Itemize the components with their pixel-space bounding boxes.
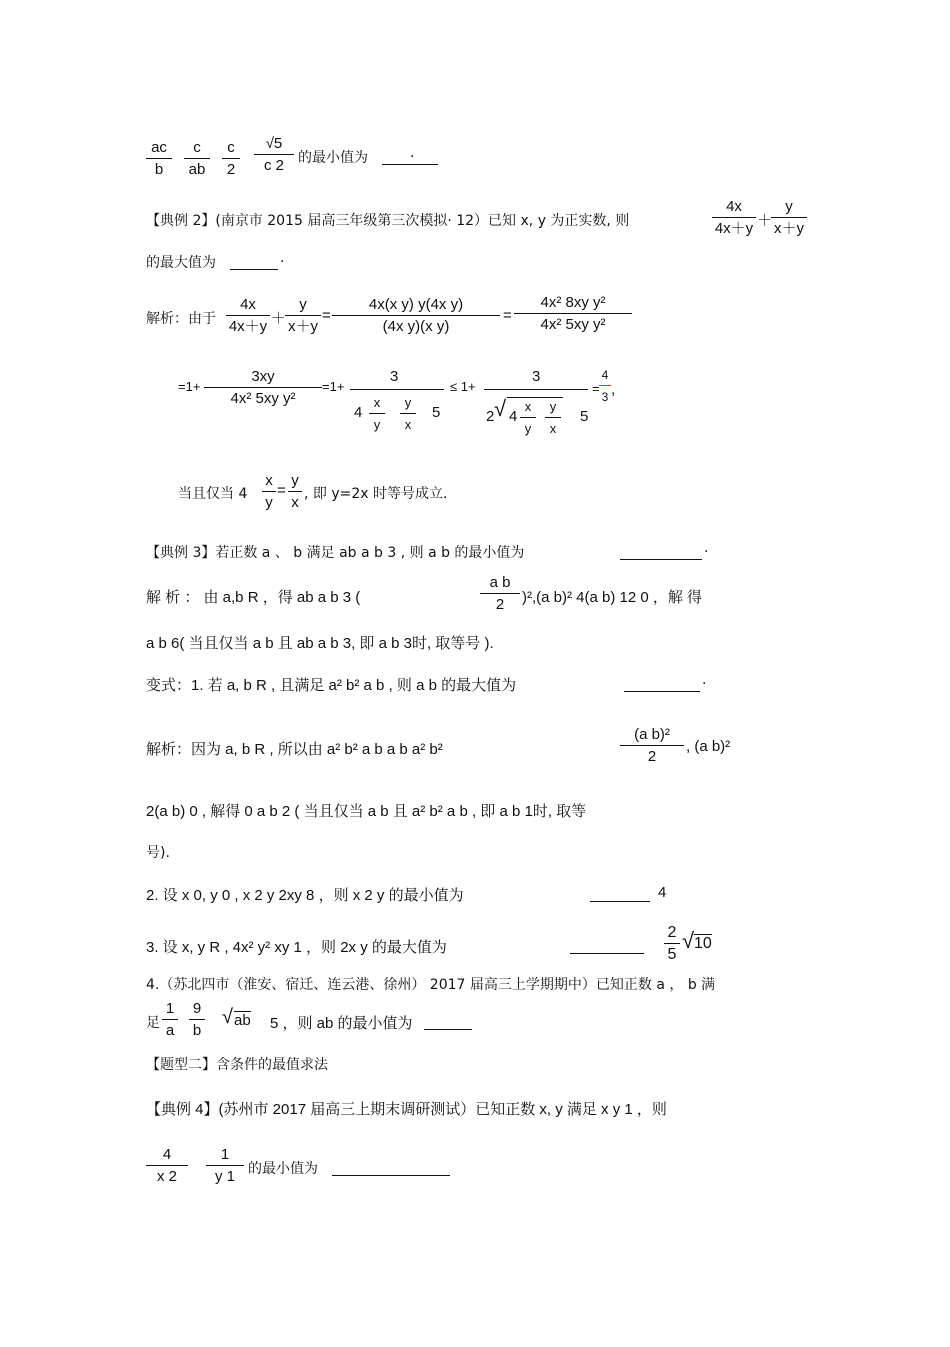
denominator-term: 5	[580, 408, 589, 425]
fraction: $\frac{3xy}{\text{4x² 5xy y²}}$	[204, 368, 322, 408]
numerator: 3	[532, 368, 541, 385]
fraction: $\frac{4}{3}$	[599, 366, 611, 406]
fraction: $\frac{ac}{b}$	[146, 139, 172, 179]
blank-dot: .	[280, 250, 285, 266]
equals-sign: =	[503, 307, 512, 324]
fraction: $\frac{\text{a b}}{2}$	[480, 574, 520, 614]
solution-text: 2(a b) 0 , 解得 0 a b 2 ( 当且仅当 a b 且 a² b² a b , 即 a b 1时, 取等	[146, 803, 587, 820]
radical-sign: √	[494, 396, 507, 421]
blank-dot: .	[704, 540, 709, 556]
example-heading: 【典例 3】若正数 a 、 b 满足 ab a b 3 , 则 a b 的最小值为	[146, 545, 525, 561]
section-title: 【题型二】含条件的最值求法	[146, 1057, 328, 1073]
fraction: $\frac{y}{x}$	[545, 398, 561, 438]
fraction: $\frac{y}{x+y}$	[771, 198, 807, 238]
blank-dot: .	[702, 672, 707, 688]
answer-blank	[570, 939, 644, 954]
plus-sign: ＋	[757, 212, 773, 229]
answer-value: 4	[658, 884, 667, 901]
answer-blank	[332, 1161, 450, 1176]
answer-blank	[230, 255, 278, 270]
question-text: 的最大值为	[146, 255, 216, 271]
solution-text: , (a b)²	[686, 738, 731, 755]
fraction: $\frac{y}{x}$	[288, 472, 302, 512]
fraction: $\frac{c}{2}$	[222, 139, 240, 179]
equals-sign: =	[277, 482, 286, 499]
question-text: 足	[146, 1015, 160, 1031]
fraction: $\frac{1}{a}$	[162, 1000, 178, 1040]
question-text: 4.（苏北四市（淮安、宿迁、连云港、徐州） 2017 届高三上学期期中）已知正数 a ， b 满	[146, 977, 716, 993]
fraction: $\frac{2}{5}$	[664, 924, 680, 964]
answer-blank	[424, 1015, 472, 1030]
fraction: $\frac{c}{ab}$	[184, 139, 210, 179]
answer-blank	[624, 677, 700, 692]
radicand: ab	[234, 1012, 251, 1029]
solution-text: 解析：因为 a, b R , 所以由 a² b² a b a b a² b²	[146, 741, 443, 758]
answer-blank	[620, 545, 702, 560]
fraction: $\frac{\text{(a b)²}}{2}$	[620, 726, 684, 766]
fraction: $\frac{9}{b}$	[189, 1000, 205, 1040]
question-text: 的最小值为	[248, 1161, 318, 1177]
example-heading: 【典例 4】(苏州市 2017 届高三上期末调研测试）已知正数 x, y 满足 x y 1 ，则	[146, 1101, 667, 1118]
plus-sign: ＋	[271, 310, 287, 327]
solution-text: 号).	[146, 845, 170, 861]
equation-part: =1+	[322, 379, 345, 394]
radicand: 10	[694, 935, 712, 952]
fraction: $\frac{\text{4x² 8xy y²}}{\text{4x² 5xy y²}}$	[514, 294, 632, 334]
radical-sign: √	[682, 928, 695, 953]
solution-text: )²,(a b)² 4(a b) 12 0 ，解 得	[522, 589, 703, 606]
condition-text: 当且仅当 4	[178, 486, 248, 502]
radical-sign: √	[222, 1006, 233, 1028]
denominator-term: 4	[509, 408, 518, 425]
fraction: $\frac{\text{4x(x y) y(4x y)}}{\text{(4x y)(x y)}}$	[332, 296, 500, 336]
solution-text: a b 6( 当且仅当 a b 且 ab a b 3, 即 a b 3时, 取等号 ).	[146, 635, 494, 652]
denominator-term: 5	[432, 404, 441, 421]
fraction: $\frac{4}{x 2}$	[146, 1146, 188, 1186]
fraction-bar	[350, 389, 444, 390]
equation-part: =1+	[178, 379, 201, 394]
blank-dot: .	[410, 145, 415, 161]
question-text: 2. 设 x 0, y 0 , x 2 y 2xy 8 ，则 x 2 y 的最小值为	[146, 887, 464, 904]
fraction: $\frac{x}{y}$	[520, 398, 536, 438]
equation-part: ≤ 1+	[450, 379, 476, 394]
solution-text: 解 析 ： 由 a,b R ，得 ab a b 3 (	[146, 589, 361, 606]
variant-question: 变式：1. 若 a, b R , 且满足 a² b² a b , 则 a b 的最大值为	[146, 677, 517, 694]
equals-sign: =	[322, 307, 331, 324]
fraction: $\frac{x}{y}$	[369, 394, 385, 434]
fraction: $\frac{√5}{c 2}$	[254, 135, 294, 175]
answer-blank	[590, 887, 650, 902]
fraction-bar	[484, 389, 588, 390]
solution-label: 解析：由于	[146, 311, 216, 327]
question-text: 的最小值为	[298, 150, 368, 166]
fraction: $\frac{y}{x}$	[400, 394, 416, 434]
comma: ,	[611, 381, 616, 398]
equals-sign: =	[592, 381, 600, 396]
condition-text: , 即 y=2x 时等号成立.	[304, 486, 448, 502]
numerator: 3	[390, 368, 399, 385]
fraction: $\frac{1}{y 1}$	[206, 1146, 244, 1186]
fraction: $\frac{x}{y}$	[262, 472, 276, 512]
example-heading: 【典例 2】(南京市 2015 届高三年级第三次模拟· 12）已知 x, y 为正实数, 则	[146, 213, 630, 229]
fraction: $\frac{4x}{4x+y}$	[712, 198, 756, 238]
denominator-term: 2	[486, 408, 495, 425]
fraction: $\frac{4x}{4x+y}$	[226, 296, 270, 336]
question-text: 3. 设 x, y R , 4x² y² xy 1 ，则 2x y 的最大值为	[146, 939, 447, 956]
denominator-term: 4	[354, 404, 363, 421]
question-text: 5 ，则 ab 的最小值为	[270, 1015, 413, 1032]
fraction: $\frac{y}{x+y}$	[285, 296, 321, 336]
